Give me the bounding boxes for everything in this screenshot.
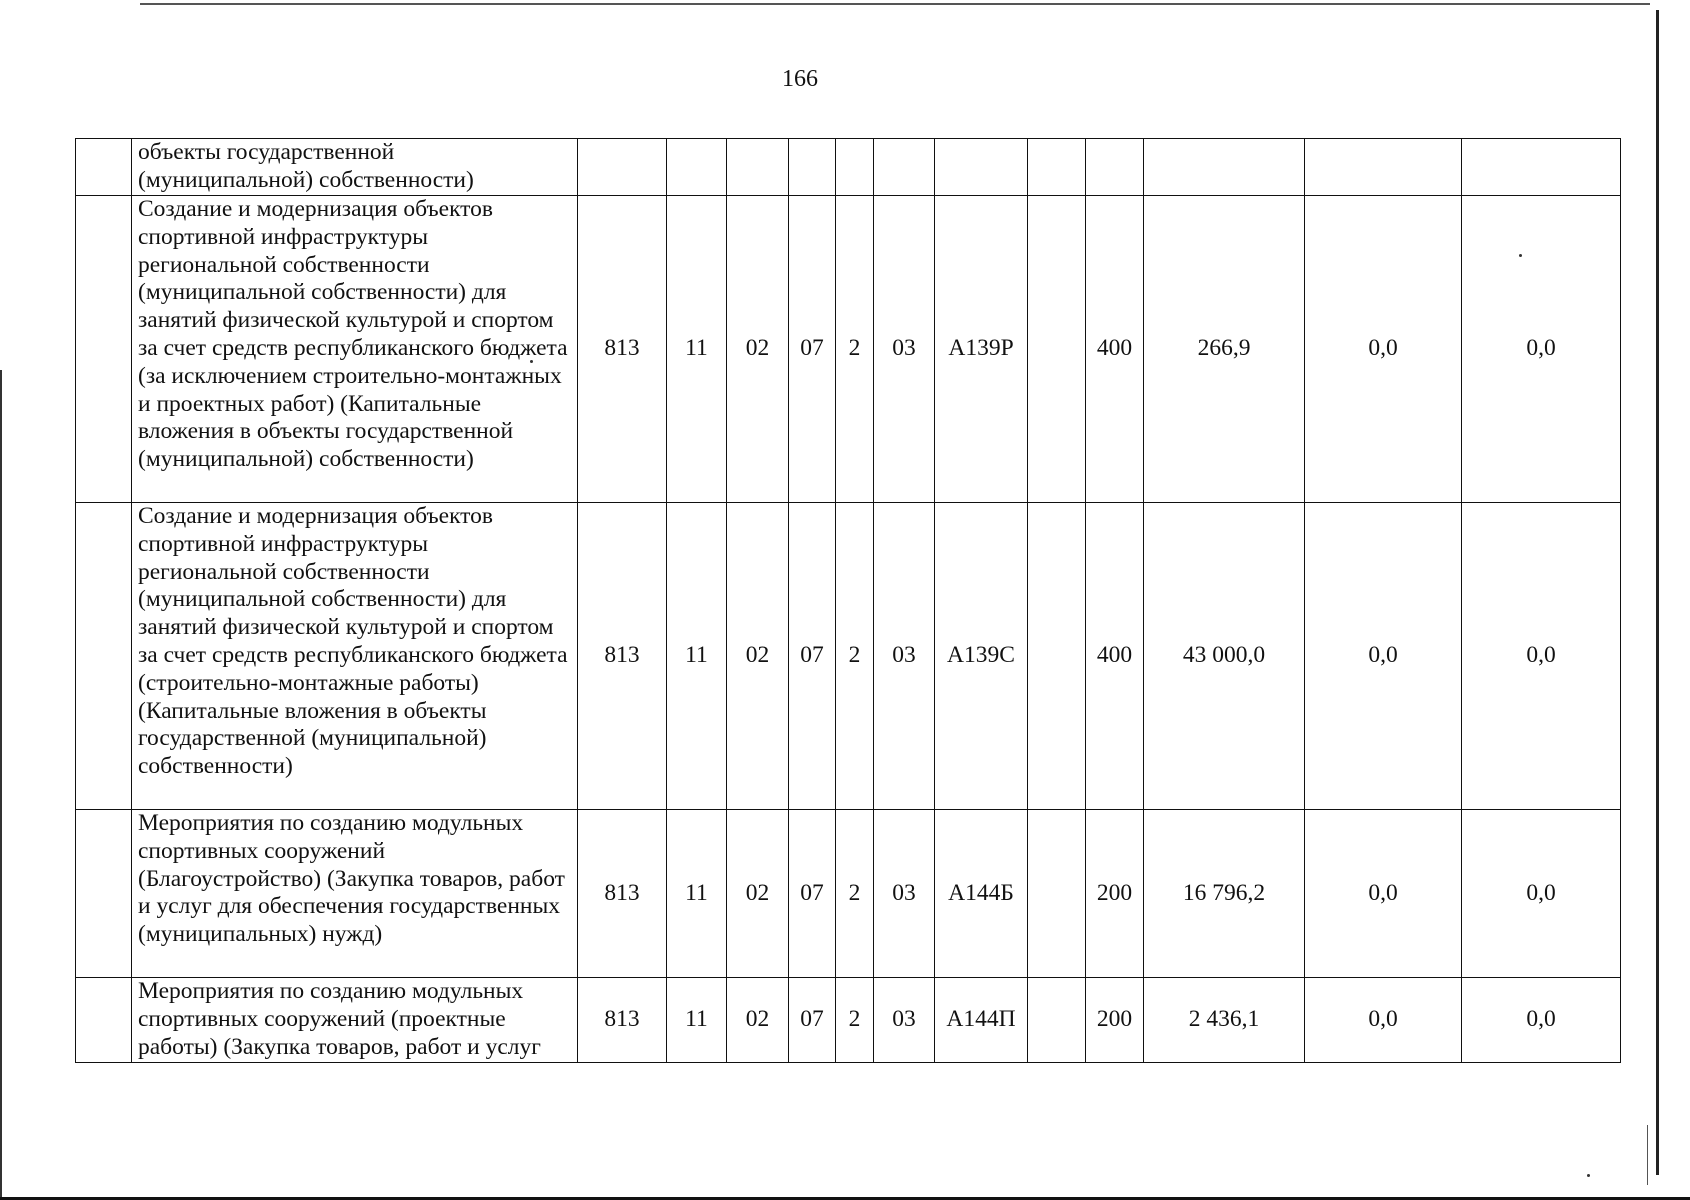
amount-1-cell: 2 436,1: [1144, 978, 1305, 1063]
ministry-cell: 813: [578, 503, 667, 810]
amount-2-cell: 0,0: [1305, 978, 1462, 1063]
amount-2-cell: 0,0: [1305, 503, 1462, 810]
row-index-cell: [76, 139, 132, 196]
scan-border-right: [1656, 10, 1659, 1175]
amount-2-cell: 0,0: [1305, 196, 1462, 503]
direction-suffix-cell: [1028, 503, 1086, 810]
direction-cell: [935, 139, 1028, 196]
direction-cell: A144П: [935, 978, 1028, 1063]
main-event-cell: 03: [874, 978, 935, 1063]
amount-3-cell: 0,0: [1462, 196, 1621, 503]
direction-cell: A139C: [935, 503, 1028, 810]
direction-suffix-cell: [1028, 139, 1086, 196]
scan-speck: [1587, 1174, 1590, 1177]
direction-suffix-cell: [1028, 810, 1086, 978]
section-cell: 11: [667, 196, 727, 503]
expense-type-cell: 400: [1086, 503, 1144, 810]
subprogram-cell: 2: [836, 978, 874, 1063]
main-event-cell: 03: [874, 810, 935, 978]
amount-3-cell: [1462, 139, 1621, 196]
amount-3-cell: 0,0: [1462, 810, 1621, 978]
subsection-cell: 02: [727, 196, 789, 503]
row-index-cell: [76, 978, 132, 1063]
amount-1-cell: 16 796,2: [1144, 810, 1305, 978]
section-cell: 11: [667, 810, 727, 978]
direction-suffix-cell: [1028, 978, 1086, 1063]
program-cell: 07: [789, 978, 836, 1063]
amount-3-cell: 0,0: [1462, 978, 1621, 1063]
program-cell: 07: [789, 196, 836, 503]
expense-type-cell: 400: [1086, 196, 1144, 503]
direction-cell: A144Б: [935, 810, 1028, 978]
direction-suffix-cell: [1028, 196, 1086, 503]
subprogram-cell: 2: [836, 810, 874, 978]
scan-border-top: [140, 3, 1650, 5]
main-event-cell: 03: [874, 503, 935, 810]
ministry-cell: 813: [578, 978, 667, 1063]
amount-2-cell: [1305, 139, 1462, 196]
amount-3-cell: 0,0: [1462, 503, 1621, 810]
subprogram-cell: 2: [836, 503, 874, 810]
amount-1-cell: 266,9: [1144, 196, 1305, 503]
amount-1-cell: [1144, 139, 1305, 196]
row-index-cell: [76, 503, 132, 810]
expense-type-cell: 200: [1086, 978, 1144, 1063]
amount-2-cell: 0,0: [1305, 810, 1462, 978]
program-cell: [789, 139, 836, 196]
ministry-cell: 813: [578, 810, 667, 978]
page-number: 166: [782, 66, 818, 92]
description-cell: Мероприятия по созданию модульных спортивных сооружений (проектные работы) (Закупка товаров, работ и услуг: [132, 978, 578, 1063]
direction-cell: A139P: [935, 196, 1028, 503]
subprogram-cell: 2: [836, 196, 874, 503]
program-cell: 07: [789, 810, 836, 978]
description-cell: Мероприятия по созданию модульных спортивных сооружений (Благоустройство) (Закупка товаров, работ и услуг для обеспечения государственных (муниципальных) нужд): [132, 810, 578, 978]
table-row: [76, 810, 1621, 978]
subsection-cell: [727, 139, 789, 196]
budget-table: [75, 138, 1621, 1063]
description-cell: объекты государственной (муниципальной) собственности): [132, 139, 578, 196]
program-cell: 07: [789, 503, 836, 810]
table-row: [76, 139, 1621, 196]
subsection-cell: 02: [727, 978, 789, 1063]
ministry-cell: [578, 139, 667, 196]
section-cell: 11: [667, 978, 727, 1063]
scan-border-left: [0, 370, 2, 1200]
expense-type-cell: 200: [1086, 810, 1144, 978]
section-cell: [667, 139, 727, 196]
subprogram-cell: [836, 139, 874, 196]
row-index-cell: [76, 196, 132, 503]
description-cell: Создание и модернизация объектов спортивной инфраструктуры региональной собственности (муниципальной собственности) для занятий физической культурой и спортом за счет средств республиканского бюджета (за исключением строительно-монтажных и проектных работ) (Капитальные вложения в объекты государственной (муниципальной) собственности): [132, 196, 578, 503]
table-row: [76, 503, 1621, 810]
section-cell: 11: [667, 503, 727, 810]
subsection-cell: 02: [727, 503, 789, 810]
ministry-cell: 813: [578, 196, 667, 503]
description-cell: Создание и модернизация объектов спортивной инфраструктуры региональной собственности (муниципальной собственности) для занятий физической культурой и спортом за счет средств республиканского бюджета (строительно-монтажные работы) (Капитальные вложения в объекты государственной (муниципальной) собственности): [132, 503, 578, 810]
expense-type-cell: [1086, 139, 1144, 196]
scan-border-right-inner: [1647, 1125, 1648, 1185]
main-event-cell: [874, 139, 935, 196]
row-index-cell: [76, 810, 132, 978]
table-row: [76, 196, 1621, 503]
amount-1-cell: 43 000,0: [1144, 503, 1305, 810]
table-row: [76, 978, 1621, 1063]
subsection-cell: 02: [727, 810, 789, 978]
main-event-cell: 03: [874, 196, 935, 503]
